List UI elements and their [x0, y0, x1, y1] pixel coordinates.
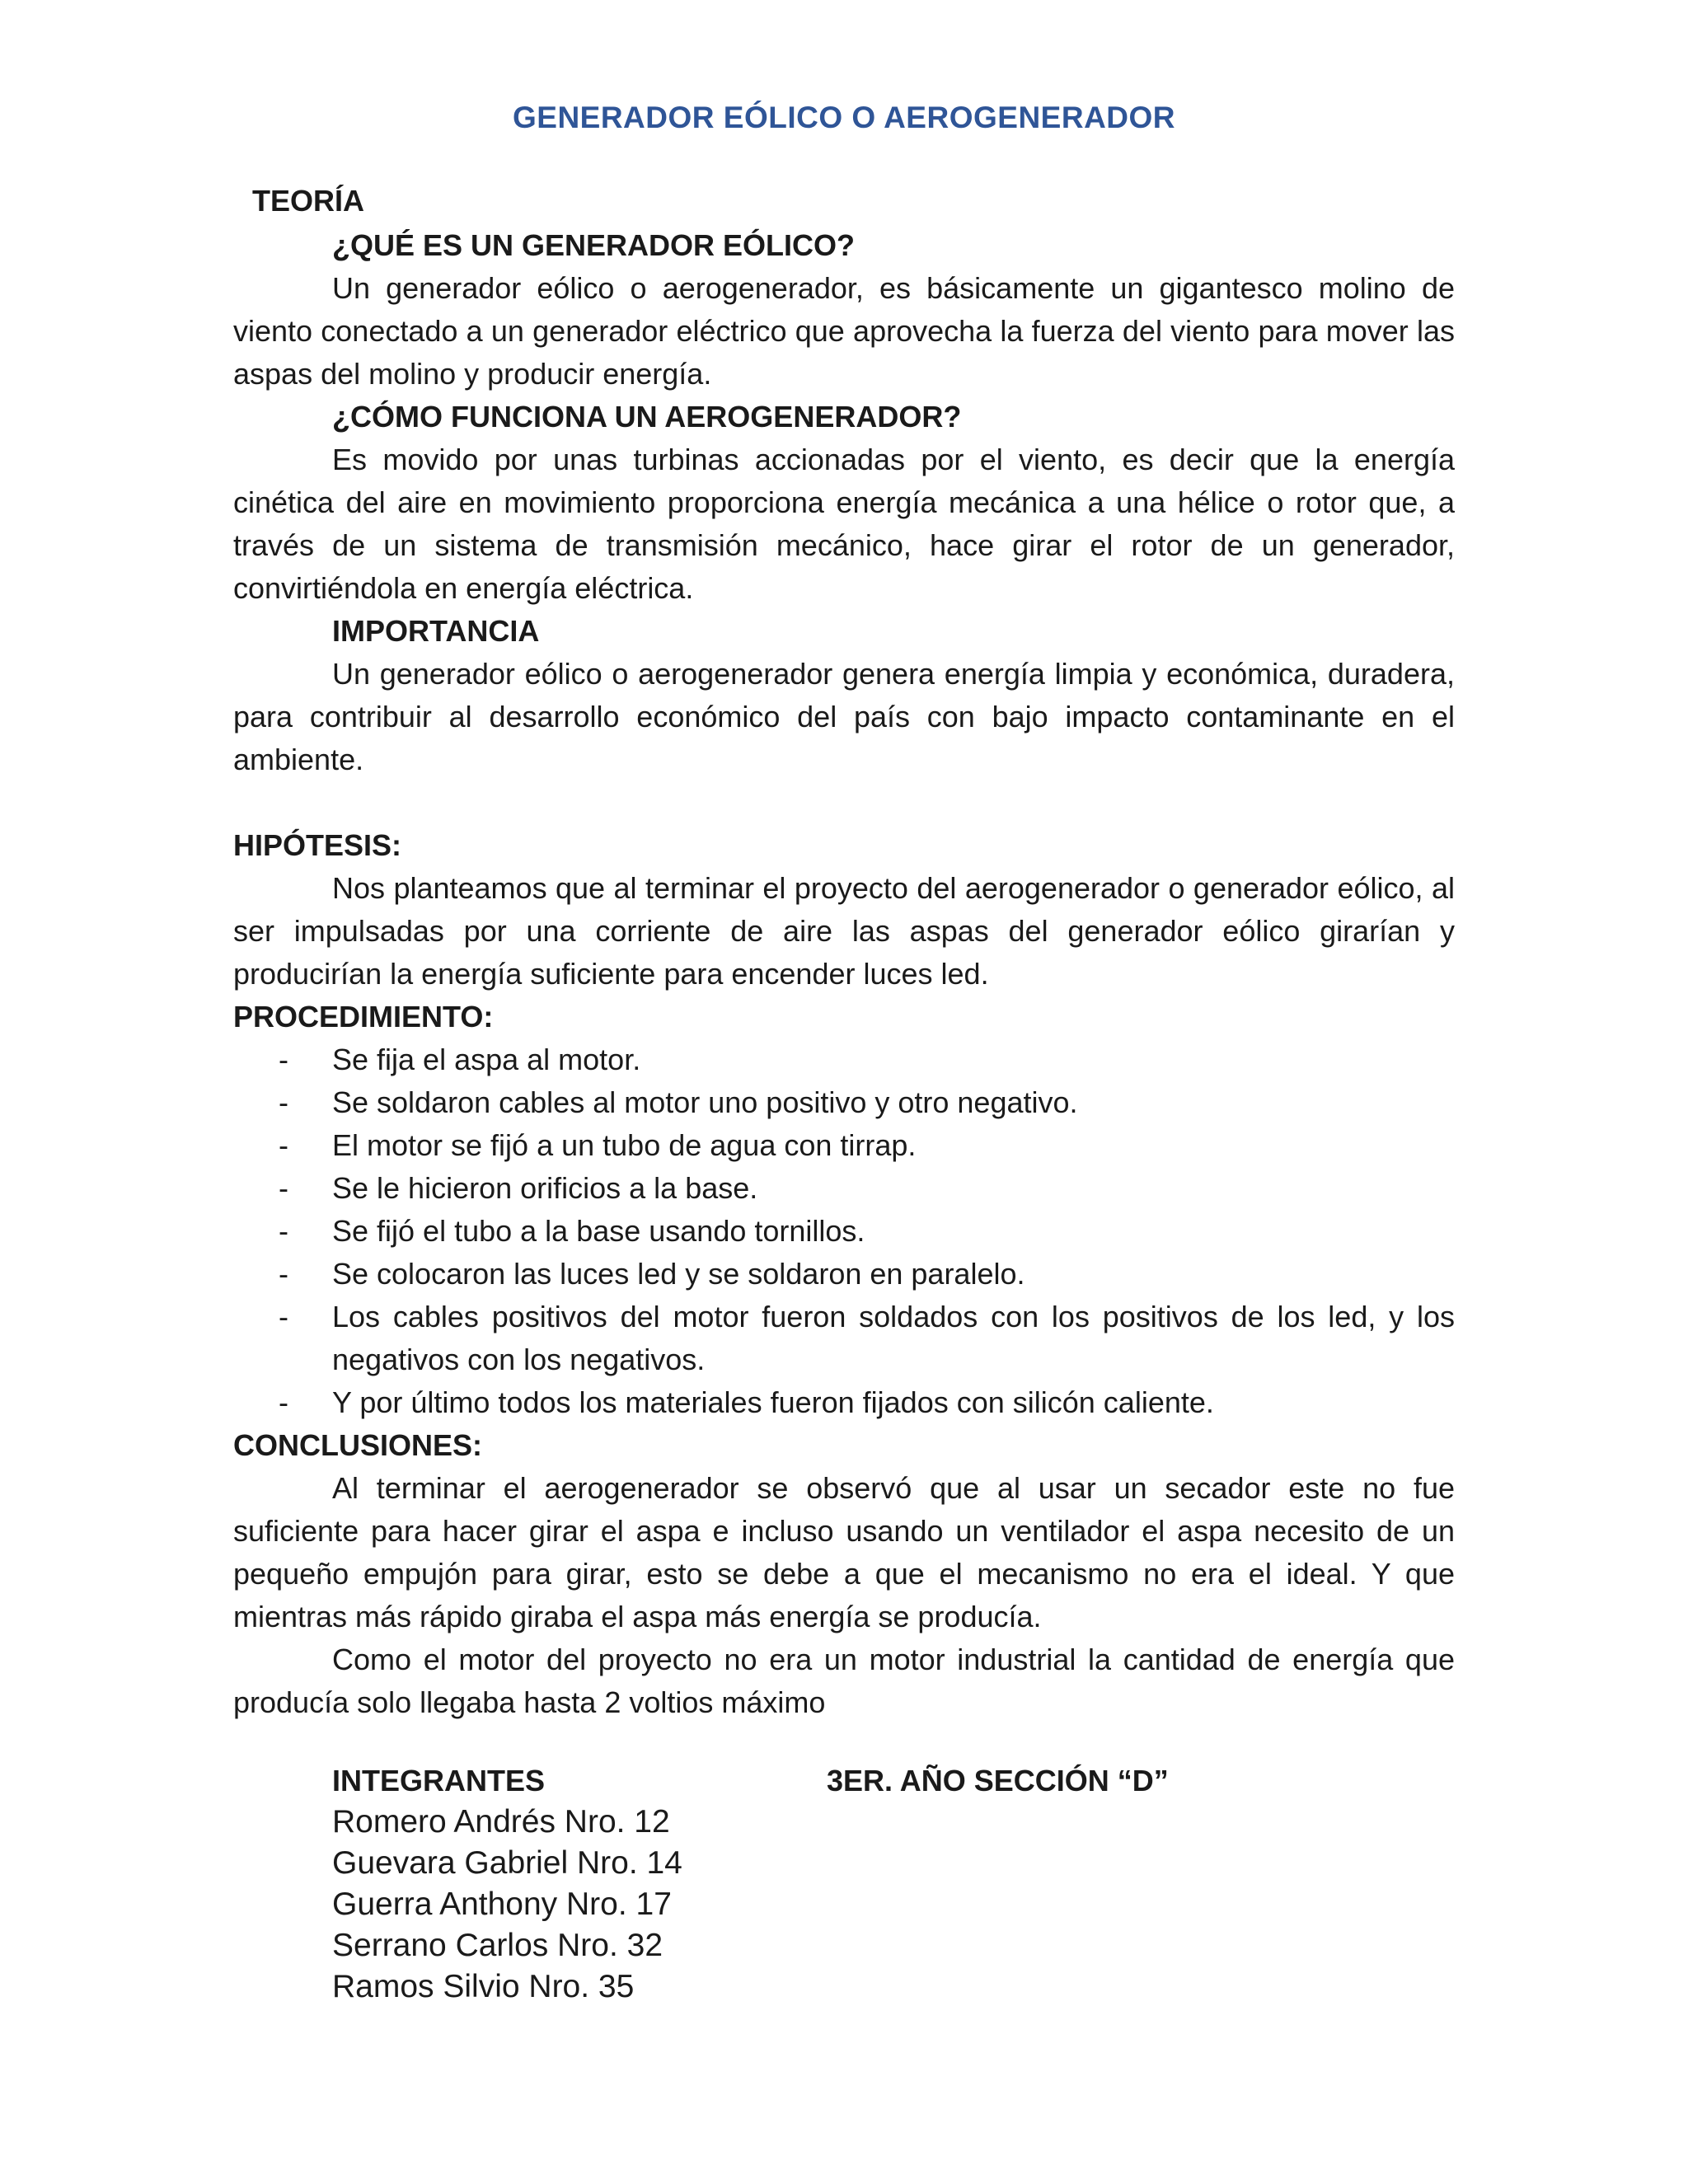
importancia-heading: IMPORTANCIA: [332, 614, 540, 648]
teoria-section: [233, 178, 1455, 781]
importancia-paragraph: Un generador eólico o aerogenerador genera energía limpia y económica, duradera, para contribuir al desarrollo económico del país con bajo impacto contaminante en el ambiente.: [233, 657, 1455, 776]
member-name: Ramos Silvio Nro. 35: [332, 1969, 635, 2004]
list-item: [233, 1253, 1455, 1296]
conclusiones-heading: CONCLUSIONES:: [233, 1428, 483, 1462]
hipotesis-paragraph: Nos planteamos que al terminar el proyecto del aerogenerador o generador eólico, al ser impulsadas por una corriente de aire las aspas del generador eólico girarían y producirían la energía suficiente para encender luces led.: [233, 871, 1455, 991]
step-text: Se le hicieron orificios a la base.: [332, 1171, 758, 1205]
list-item: [233, 1167, 1455, 1210]
procedimiento-section: [233, 996, 1455, 1424]
list-item: [233, 1296, 1455, 1381]
member-name: Guerra Anthony Nro. 17: [332, 1886, 672, 1922]
hipotesis-heading: HIPÓTESIS:: [233, 828, 402, 862]
dash-bullet: -: [279, 1214, 288, 1248]
step-text: Se soldaron cables al motor uno positivo y otro negativo.: [332, 1085, 1078, 1119]
dash-bullet: -: [279, 1128, 288, 1162]
dash-bullet: -: [279, 1385, 288, 1419]
dash-bullet: -: [279, 1043, 288, 1076]
seccion-label: 3ER. AÑO SECCIÓN “D”: [827, 1764, 1169, 1797]
member-name: Guevara Gabriel Nro. 14: [332, 1845, 682, 1881]
list-item: [233, 1124, 1455, 1167]
dash-bullet: -: [279, 1300, 288, 1333]
como-funciona-paragraph: Es movido por unas turbinas accionadas por el viento, es decir que la energía cinética del aire en movimiento proporciona energía mecánica a una hélice o rotor que, a través de un sistema de transmisión mecánico, hace girar el rotor de un generador, convirtiéndola en energía eléctrica.: [233, 443, 1455, 605]
hipotesis-section: [233, 824, 1455, 996]
spacer: [233, 781, 1455, 824]
step-text: Se fijó el tubo a la base usando tornillos.: [332, 1214, 865, 1248]
como-funciona-heading: ¿CÓMO FUNCIONA UN AEROGENERADOR?: [332, 400, 962, 434]
conclusiones-section: [233, 1424, 1455, 1724]
integrantes-block: [332, 1760, 1455, 2008]
step-text: Y por último todos los materiales fueron fijados con silicón caliente.: [332, 1385, 1214, 1419]
seccion-column: [827, 1760, 1169, 2008]
step-text: Se fija el aspa al motor.: [332, 1043, 641, 1076]
teoria-heading: TEORÍA: [252, 184, 365, 218]
integrantes-heading: INTEGRANTES: [332, 1764, 546, 1797]
step-text: Se colocaron las luces led y se soldaron en paralelo.: [332, 1257, 1025, 1291]
integrantes-column: [332, 1760, 827, 2008]
conclusiones-paragraph-1: Al terminar el aerogenerador se observó que al usar un secador este no fue suficiente para hacer girar el aspa e incluso usando un ventilador el aspa necesito de un pequeño empujón para girar, esto se debe a que el mecanismo no era el ideal. Y que mientras más rápido giraba el aspa más energía se producía.: [233, 1471, 1455, 1633]
list-item: [233, 1038, 1455, 1081]
step-text: El motor se fijó a un tubo de agua con tirrap.: [332, 1128, 917, 1162]
dash-bullet: -: [279, 1085, 288, 1119]
que-es-heading: ¿QUÉ ES UN GENERADOR EÓLICO?: [332, 228, 856, 262]
list-item: [233, 1210, 1455, 1253]
list-item: [233, 1381, 1455, 1424]
list-item: [233, 1081, 1455, 1124]
dash-bullet: -: [279, 1171, 288, 1205]
dash-bullet: -: [279, 1257, 288, 1291]
member-name: Romero Andrés Nro. 12: [332, 1804, 670, 1840]
member-name: Serrano Carlos Nro. 32: [332, 1928, 663, 1963]
step-text: Los cables positivos del motor fueron soldados con los positivos de los led, y los negativos con los negativos.: [332, 1300, 1455, 1376]
conclusiones-paragraph-2: Como el motor del proyecto no era un motor industrial la cantidad de energía que producía solo llegaba hasta 2 voltios máximo: [233, 1643, 1455, 1719]
procedure-list: [233, 1038, 1455, 1424]
procedimiento-heading: PROCEDIMIENTO:: [233, 1000, 494, 1033]
que-es-paragraph: Un generador eólico o aerogenerador, es básicamente un gigantesco molino de viento conectado a un generador eléctrico que aprovecha la fuerza del viento para mover las aspas del molino y producir energía.: [233, 271, 1455, 391]
document-title: GENERADOR EÓLICO O AEROGENERADOR: [512, 101, 1176, 134]
integrantes-row: [332, 1760, 1455, 2008]
